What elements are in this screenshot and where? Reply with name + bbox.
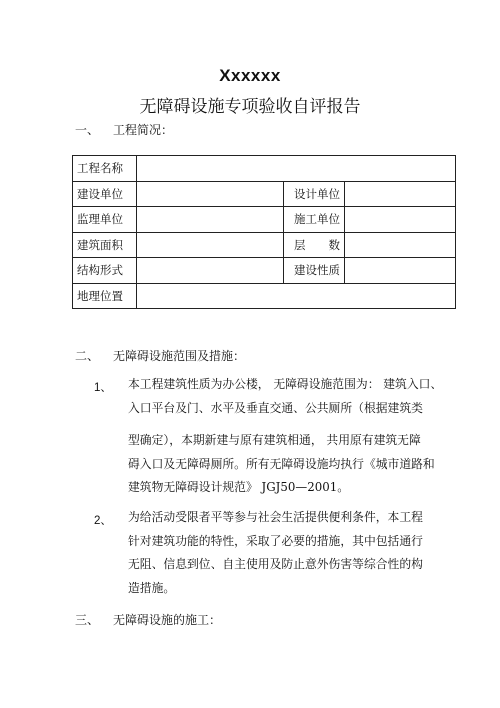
table-label-supervisor: 监理单位: [73, 207, 137, 233]
item-2-text: [128, 506, 423, 600]
section-2-heading: [75, 347, 245, 364]
item-1-line: 本工程建筑性质为办公楼， 无障碍设施范围为： 建筑入口、: [128, 377, 443, 391]
section-3-heading: [75, 611, 221, 628]
item-2-line: 无阻、信息到位、自主使用及防止意外伤害等综合性的构: [128, 557, 423, 571]
section-1-number: 一、: [75, 123, 100, 137]
table-label-floor-area: 建筑面积: [73, 232, 137, 258]
section-1-heading: [75, 121, 173, 138]
table-label-construction-type: 建设性质: [284, 258, 345, 284]
table-row: [73, 232, 456, 258]
item-2-line: 针对建筑功能的特性，采取了必要的措施，其中包括通行: [128, 533, 423, 548]
table-label-structure: 结构形式: [73, 258, 137, 284]
item-1-text-b: [128, 429, 435, 500]
table-value-designer: [345, 181, 456, 207]
table-value-floors: [345, 232, 456, 258]
section-1-title: 工程简况：: [113, 123, 174, 137]
item-2-line: 为给活动受限者平等参与社会生活提供便利条件，本工程: [128, 510, 423, 524]
document-title-top: Xxxxxx: [219, 66, 281, 85]
section-3-number: 三、: [75, 613, 100, 627]
table-value-supervisor: [137, 207, 284, 233]
section-3-title: 无障碍设施的施工：: [113, 613, 222, 627]
item-1-line: 型确定），本期新建与原有建筑相通， 共用原有建筑无障: [128, 433, 421, 447]
table-value-contractor: [345, 207, 456, 233]
table-row: [73, 258, 456, 284]
table-label-builder: 建设单位: [73, 181, 137, 207]
table-row: [73, 283, 456, 309]
table-label-contractor: 施工单位: [284, 207, 345, 233]
table-value-structure: [137, 258, 284, 284]
item-1-line: 入口平台及门、水平及垂直交通、公共厕所（根据建筑类: [128, 400, 423, 415]
item-2-number: 2、: [94, 515, 112, 527]
table-label-project-name: 工程名称: [73, 156, 137, 182]
document-title: 无障碍设施专项验收自评报告: [139, 97, 361, 117]
table-value-floor-area: [137, 232, 284, 258]
item-1-number: 1、: [94, 382, 112, 394]
item-1-line: 碍入口及无障碍厕所。所有无障碍设施均执行《城市道路和: [128, 456, 435, 471]
table-value-project-name: [137, 156, 456, 182]
table-value-location: [137, 283, 456, 309]
table-label-location: 地理位置: [73, 283, 137, 309]
table-row: [73, 181, 456, 207]
table-value-construction-type: [345, 258, 456, 284]
table-label-floors: 层 数: [284, 232, 345, 258]
item-1-line: 建筑物无障碍设计规范》 JGJ50—2001。: [128, 480, 350, 494]
project-overview-table: [72, 155, 456, 309]
item-2-line: 造措施。: [128, 580, 176, 595]
table-row: [73, 156, 456, 182]
table-row: [73, 207, 456, 233]
item-1-text-a: [128, 373, 442, 420]
table-value-builder: [137, 181, 284, 207]
section-2-number: 二、: [75, 349, 100, 363]
table-label-designer: 设计单位: [284, 181, 345, 207]
section-2-title: 无障碍设施范围及措施：: [113, 349, 246, 363]
